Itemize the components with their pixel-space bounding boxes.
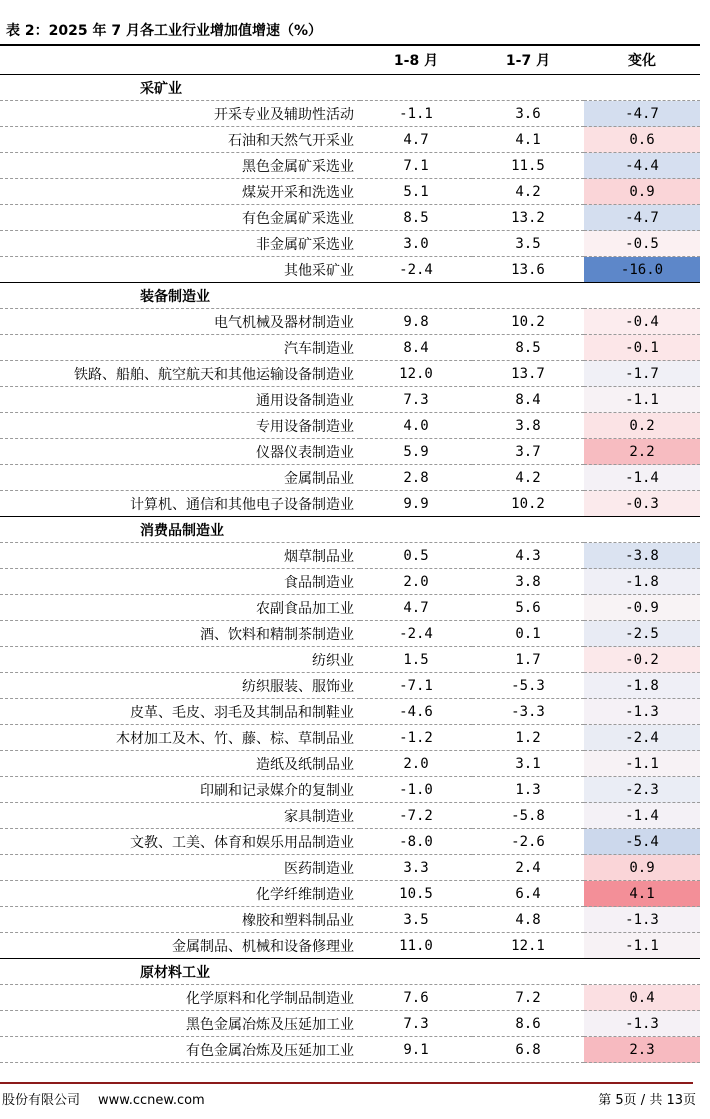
value-change: -0.3 xyxy=(584,491,700,517)
value-jan-aug: -2.4 xyxy=(360,621,472,647)
table-row xyxy=(0,335,700,361)
value-jan-aug: -4.6 xyxy=(360,699,472,725)
value-change: 2.3 xyxy=(584,1037,700,1063)
industry-name: 有色金属矿采选业 xyxy=(0,205,360,231)
value-jan-jul: 0.1 xyxy=(472,621,584,647)
table-row xyxy=(0,621,700,647)
industry-name: 开采专业及辅助性活动 xyxy=(0,101,360,127)
value-change: -1.4 xyxy=(584,465,700,491)
value-jan-aug: 5.1 xyxy=(360,179,472,205)
value-jan-aug: 12.0 xyxy=(360,361,472,387)
value-change: -1.1 xyxy=(584,387,700,413)
value-change: -4.7 xyxy=(584,205,700,231)
value-jan-aug: 7.1 xyxy=(360,153,472,179)
value-jan-jul: 8.6 xyxy=(472,1011,584,1037)
value-change: -2.5 xyxy=(584,621,700,647)
value-jan-jul: 1.2 xyxy=(472,725,584,751)
industry-name: 通用设备制造业 xyxy=(0,387,360,413)
value-jan-aug: 7.3 xyxy=(360,1011,472,1037)
table-row xyxy=(0,543,700,569)
industry-name: 酒、饮料和精制茶制造业 xyxy=(0,621,360,647)
industry-name: 计算机、通信和其他电子设备制造业 xyxy=(0,491,360,517)
industry-name: 石油和天然气开采业 xyxy=(0,127,360,153)
table-row xyxy=(0,439,700,465)
category-label: 消费品制造业 xyxy=(0,517,360,543)
category-empty-cell xyxy=(360,959,472,985)
industry-name: 农副食品加工业 xyxy=(0,595,360,621)
value-jan-jul: 1.3 xyxy=(472,777,584,803)
table-row xyxy=(0,387,700,413)
value-jan-jul: 7.2 xyxy=(472,985,584,1011)
industry-name: 铁路、船舶、航空航天和其他运输设备制造业 xyxy=(0,361,360,387)
industry-name: 皮革、毛皮、羽毛及其制品和制鞋业 xyxy=(0,699,360,725)
value-jan-jul: 4.3 xyxy=(472,543,584,569)
footer-left xyxy=(2,1089,205,1108)
table-row xyxy=(0,699,700,725)
category-empty-cell xyxy=(472,75,584,101)
table-body xyxy=(0,75,700,1063)
value-jan-jul: 8.5 xyxy=(472,335,584,361)
value-change: -4.4 xyxy=(584,153,700,179)
industry-name: 化学纤维制造业 xyxy=(0,881,360,907)
value-jan-aug: 0.5 xyxy=(360,543,472,569)
value-jan-jul: 3.5 xyxy=(472,231,584,257)
value-jan-aug: -8.0 xyxy=(360,829,472,855)
footer-site: www.ccnew.com xyxy=(98,1093,205,1108)
industry-name: 非金属矿采选业 xyxy=(0,231,360,257)
value-jan-jul: 4.1 xyxy=(472,127,584,153)
category-empty-cell xyxy=(472,517,584,543)
table-row xyxy=(0,361,700,387)
growth-table xyxy=(0,46,700,1063)
industry-name: 纺织服装、服饰业 xyxy=(0,673,360,699)
category-empty-cell xyxy=(472,959,584,985)
industry-name: 煤炭开采和洗选业 xyxy=(0,179,360,205)
value-change: 2.2 xyxy=(584,439,700,465)
value-jan-jul: 3.8 xyxy=(472,413,584,439)
value-jan-jul: 4.2 xyxy=(472,465,584,491)
value-change: -16.0 xyxy=(584,257,700,283)
industry-name: 烟草制品业 xyxy=(0,543,360,569)
industry-name: 造纸及纸制品业 xyxy=(0,751,360,777)
industry-name: 金属制品业 xyxy=(0,465,360,491)
industry-name: 文教、工美、体育和娱乐用品制造业 xyxy=(0,829,360,855)
industry-name: 印刷和记录媒介的复制业 xyxy=(0,777,360,803)
value-jan-aug: -7.1 xyxy=(360,673,472,699)
value-change: -0.4 xyxy=(584,309,700,335)
value-jan-jul: -5.3 xyxy=(472,673,584,699)
category-label: 装备制造业 xyxy=(0,283,360,309)
value-change: -4.7 xyxy=(584,101,700,127)
value-jan-jul: 2.4 xyxy=(472,855,584,881)
value-change: -0.9 xyxy=(584,595,700,621)
industry-name: 医药制造业 xyxy=(0,855,360,881)
value-jan-aug: 7.6 xyxy=(360,985,472,1011)
value-change: -5.4 xyxy=(584,829,700,855)
value-jan-jul: 3.8 xyxy=(472,569,584,595)
industry-name: 化学原料和化学制品制造业 xyxy=(0,985,360,1011)
table-row xyxy=(0,413,700,439)
value-jan-jul: -5.8 xyxy=(472,803,584,829)
value-change: -1.8 xyxy=(584,569,700,595)
category-row xyxy=(0,283,700,309)
value-change: -3.8 xyxy=(584,543,700,569)
value-change: -1.7 xyxy=(584,361,700,387)
category-empty-cell xyxy=(584,283,700,309)
value-jan-jul: 3.1 xyxy=(472,751,584,777)
value-jan-aug: 4.0 xyxy=(360,413,472,439)
table-title: 表 2：2025 年 7 月各工业行业增加值增速（%） xyxy=(6,23,322,39)
value-jan-jul: 3.7 xyxy=(472,439,584,465)
industry-name: 家具制造业 xyxy=(0,803,360,829)
header-industry xyxy=(0,46,360,75)
value-jan-aug: -2.4 xyxy=(360,257,472,283)
industry-name: 仪器仪表制造业 xyxy=(0,439,360,465)
value-jan-jul: -3.3 xyxy=(472,699,584,725)
value-change: 0.9 xyxy=(584,179,700,205)
category-empty-cell xyxy=(584,959,700,985)
industry-name: 黑色金属冶炼及压延加工业 xyxy=(0,1011,360,1037)
value-jan-jul: 1.7 xyxy=(472,647,584,673)
value-jan-aug: 1.5 xyxy=(360,647,472,673)
category-empty-cell xyxy=(584,517,700,543)
category-row xyxy=(0,75,700,101)
table-row xyxy=(0,1011,700,1037)
category-row xyxy=(0,959,700,985)
value-jan-aug: 3.5 xyxy=(360,907,472,933)
value-jan-jul: 13.6 xyxy=(472,257,584,283)
table-row xyxy=(0,751,700,777)
value-change: -1.3 xyxy=(584,1011,700,1037)
category-label: 采矿业 xyxy=(0,75,360,101)
industry-name: 其他采矿业 xyxy=(0,257,360,283)
value-jan-aug: 4.7 xyxy=(360,595,472,621)
value-jan-aug: 8.4 xyxy=(360,335,472,361)
value-change: 4.1 xyxy=(584,881,700,907)
value-change: -1.1 xyxy=(584,751,700,777)
value-jan-aug: 7.3 xyxy=(360,387,472,413)
category-empty-cell xyxy=(360,283,472,309)
table-row xyxy=(0,205,700,231)
value-jan-jul: 4.8 xyxy=(472,907,584,933)
industry-name: 橡胶和塑料制品业 xyxy=(0,907,360,933)
industry-name: 金属制品、机械和设备修理业 xyxy=(0,933,360,959)
value-change: 0.9 xyxy=(584,855,700,881)
table-row xyxy=(0,569,700,595)
category-row xyxy=(0,517,700,543)
value-change: -1.3 xyxy=(584,907,700,933)
table-row xyxy=(0,907,700,933)
header-jan-aug: 1-8 月 xyxy=(360,46,472,75)
table-row xyxy=(0,465,700,491)
value-jan-aug: 2.0 xyxy=(360,569,472,595)
value-jan-aug: 3.3 xyxy=(360,855,472,881)
value-jan-aug: 4.7 xyxy=(360,127,472,153)
table-row xyxy=(0,855,700,881)
category-empty-cell xyxy=(360,75,472,101)
table-row xyxy=(0,829,700,855)
value-jan-aug: -1.0 xyxy=(360,777,472,803)
value-jan-jul: 8.4 xyxy=(472,387,584,413)
value-change: 0.4 xyxy=(584,985,700,1011)
footer-page: 第 5页 / 共 13页 xyxy=(598,1093,696,1108)
table-row xyxy=(0,985,700,1011)
table-row xyxy=(0,231,700,257)
table-row xyxy=(0,101,700,127)
value-jan-jul: 10.2 xyxy=(472,309,584,335)
value-jan-aug: -1.2 xyxy=(360,725,472,751)
industry-name: 有色金属冶炼及压延加工业 xyxy=(0,1037,360,1063)
value-change: -0.1 xyxy=(584,335,700,361)
value-jan-aug: -7.2 xyxy=(360,803,472,829)
table-row xyxy=(0,309,700,335)
table-row xyxy=(0,1037,700,1063)
value-jan-jul: 4.2 xyxy=(472,179,584,205)
value-jan-jul: 6.8 xyxy=(472,1037,584,1063)
table-row xyxy=(0,673,700,699)
value-jan-jul: 12.1 xyxy=(472,933,584,959)
value-jan-aug: 11.0 xyxy=(360,933,472,959)
value-jan-aug: 10.5 xyxy=(360,881,472,907)
table-row xyxy=(0,153,700,179)
industry-name: 木材加工及木、竹、藤、棕、草制品业 xyxy=(0,725,360,751)
value-jan-jul: -2.6 xyxy=(472,829,584,855)
table-row xyxy=(0,127,700,153)
value-jan-jul: 13.7 xyxy=(472,361,584,387)
industry-name: 纺织业 xyxy=(0,647,360,673)
value-change: -0.5 xyxy=(584,231,700,257)
header-change: 变化 xyxy=(584,46,700,75)
value-change: -2.3 xyxy=(584,777,700,803)
category-label: 原材料工业 xyxy=(0,959,360,985)
industry-name: 专用设备制造业 xyxy=(0,413,360,439)
value-jan-jul: 11.5 xyxy=(472,153,584,179)
value-change: -1.3 xyxy=(584,699,700,725)
value-change: -1.1 xyxy=(584,933,700,959)
category-empty-cell xyxy=(472,283,584,309)
table-row xyxy=(0,179,700,205)
industry-name: 食品制造业 xyxy=(0,569,360,595)
value-change: -0.2 xyxy=(584,647,700,673)
header-row xyxy=(0,46,700,75)
value-jan-aug: 9.9 xyxy=(360,491,472,517)
value-jan-jul: 13.2 xyxy=(472,205,584,231)
table-row xyxy=(0,647,700,673)
value-change: 0.2 xyxy=(584,413,700,439)
category-empty-cell xyxy=(360,517,472,543)
value-jan-jul: 6.4 xyxy=(472,881,584,907)
table-row xyxy=(0,491,700,517)
value-change: -2.4 xyxy=(584,725,700,751)
header-jan-jul: 1-7 月 xyxy=(472,46,584,75)
table-row xyxy=(0,725,700,751)
table-row xyxy=(0,881,700,907)
value-change: -1.8 xyxy=(584,673,700,699)
value-jan-aug: 2.8 xyxy=(360,465,472,491)
industry-name: 电气机械及器材制造业 xyxy=(0,309,360,335)
value-jan-aug: 2.0 xyxy=(360,751,472,777)
category-empty-cell xyxy=(584,75,700,101)
value-change: -1.4 xyxy=(584,803,700,829)
footer-company: 股份有限公司 xyxy=(2,1093,81,1108)
value-jan-aug: 9.8 xyxy=(360,309,472,335)
value-jan-aug: 5.9 xyxy=(360,439,472,465)
value-jan-aug: 3.0 xyxy=(360,231,472,257)
value-jan-jul: 3.6 xyxy=(472,101,584,127)
table-row xyxy=(0,777,700,803)
value-jan-aug: 9.1 xyxy=(360,1037,472,1063)
value-jan-aug: -1.1 xyxy=(360,101,472,127)
industry-name: 黑色金属矿采选业 xyxy=(0,153,360,179)
value-jan-jul: 10.2 xyxy=(472,491,584,517)
table-row xyxy=(0,595,700,621)
table-row xyxy=(0,803,700,829)
footer-rule xyxy=(0,1082,693,1084)
table-row xyxy=(0,257,700,283)
table-row xyxy=(0,933,700,959)
value-change: 0.6 xyxy=(584,127,700,153)
value-jan-jul: 5.6 xyxy=(472,595,584,621)
industry-name: 汽车制造业 xyxy=(0,335,360,361)
value-jan-aug: 8.5 xyxy=(360,205,472,231)
